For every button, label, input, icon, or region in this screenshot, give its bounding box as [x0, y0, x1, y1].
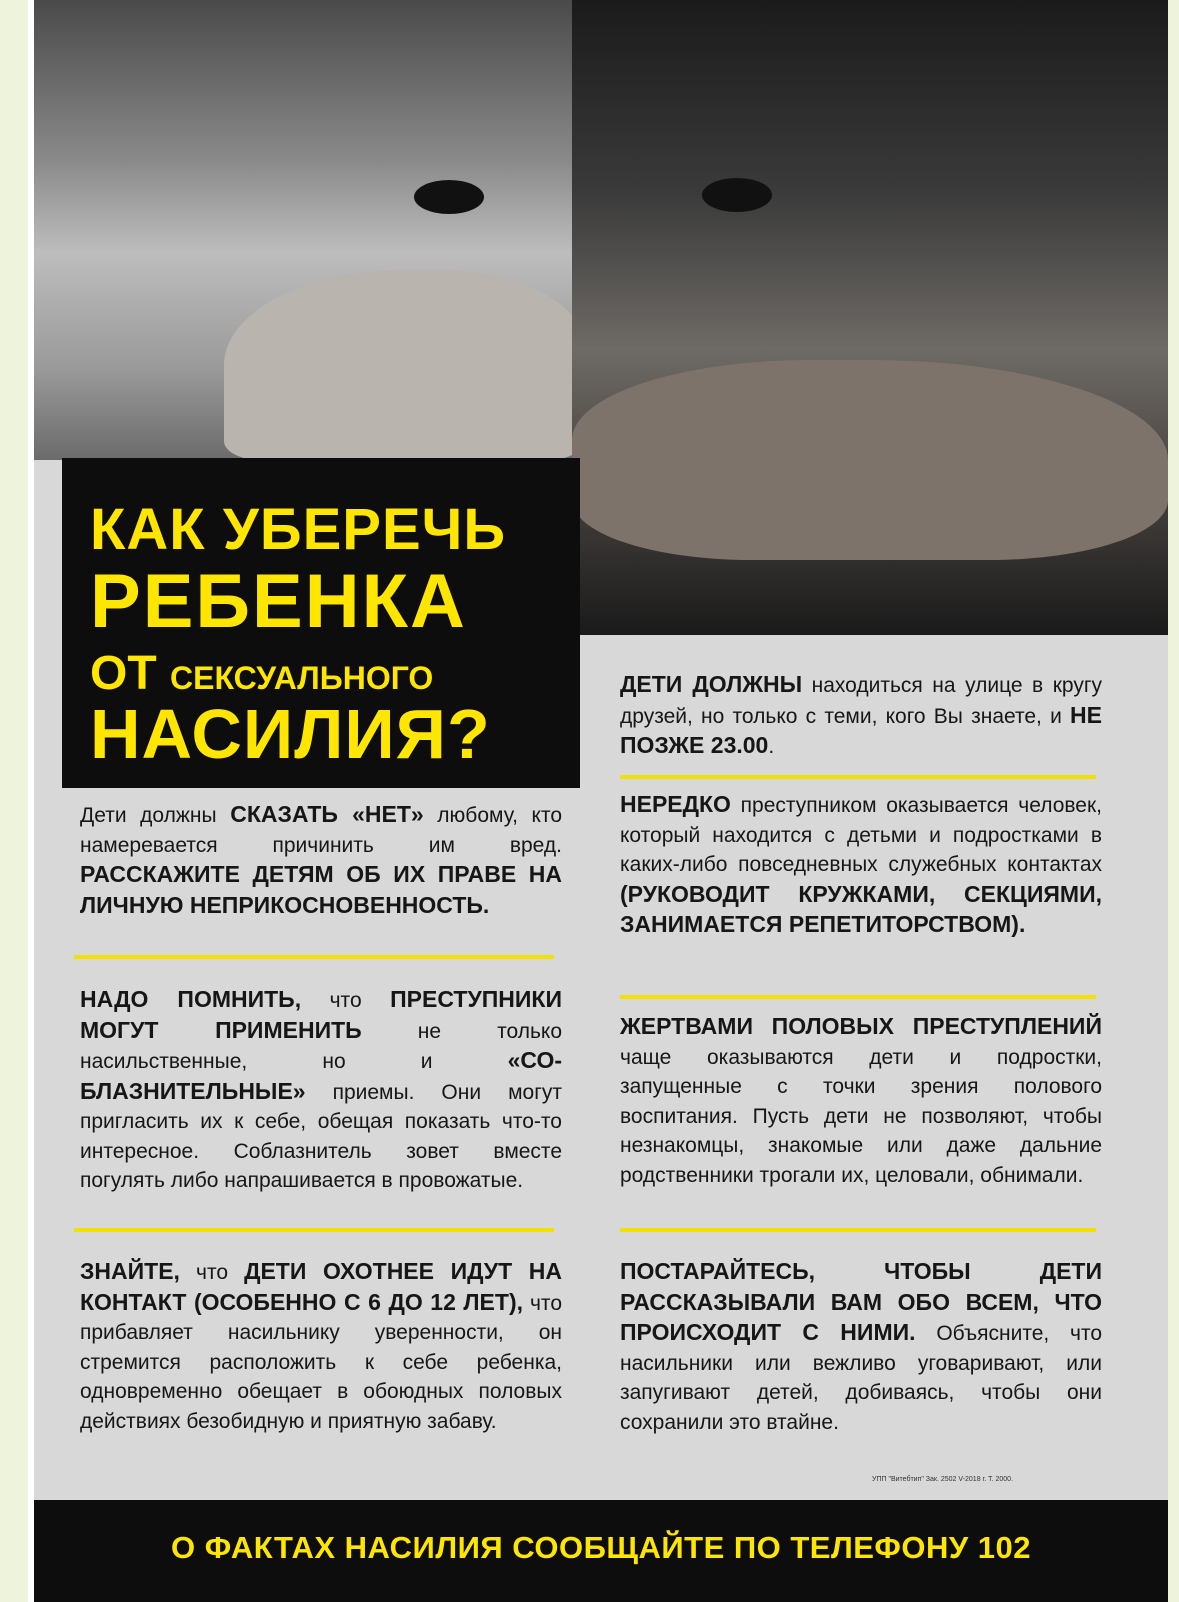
left-paragraph-1 — [80, 800, 562, 921]
text-run: не только насильственные, но и — [80, 1019, 563, 1073]
text-run-bold: НЕРЕДКО — [620, 791, 731, 817]
text-run-bold: ЖЕРТВАМИ ПОЛОВЫХ ПРЕСТУПЛЕНИЙ — [620, 1013, 1102, 1039]
text-run: Дети должны — [80, 804, 231, 827]
title-line-3-big: ОТ — [90, 647, 157, 700]
poster — [34, 0, 1168, 1602]
text-run: Объясните, что насильники или вежливо уговаривают, или запугивают детей, добиваясь, чтобы они сохранили это втайне. — [620, 1322, 1103, 1434]
text-run-bold: РАССКАЖИТЕ ДЕТЯМ ОБ ИХ ПРАВЕ НА ЛИЧНУЮ НЕПРИКОСНОВЕННОСТЬ. — [80, 861, 562, 918]
title-line-3 — [90, 646, 433, 701]
photo-child-left — [34, 0, 572, 460]
divider — [620, 1228, 1096, 1232]
divider — [74, 955, 554, 959]
title-line-2: РЕБЕНКА — [90, 559, 467, 644]
text-run-bold: ДЕТИ ДОЛЖНЫ — [620, 671, 803, 697]
text-run-bold: (РУКОВОДИТ КРУЖКАМИ, СЕКЦИЯМИ, ЗАНИМАЕТСЯ РЕПЕТИТОРСТВОМ). — [620, 880, 1102, 937]
text-run-bold: «СОБЛАЗНИТЕЛЬНЫЕ» — [80, 1047, 562, 1104]
divider — [74, 1228, 554, 1232]
right-paragraph-2 — [620, 790, 1102, 941]
text-run: любому, кто намеревается причинить им вред. — [80, 804, 563, 857]
hand-left — [224, 270, 584, 460]
eye-right — [702, 178, 772, 212]
divider — [620, 995, 1096, 999]
text-run-bold: НЕ ПОЗЖЕ 23.00 — [620, 701, 1102, 758]
text-run: . — [768, 735, 775, 758]
eye-left — [414, 180, 484, 214]
text-run-bold: ЗНАЙТЕ, — [80, 1258, 180, 1284]
text-run: что прибавляет насильнику уверенности, он стремится расположить к себе ребенка, одновременно обещает в обоюдных половых действиях безобидную и приятную забаву. — [80, 1291, 562, 1433]
hand-right — [572, 360, 1168, 560]
footer-bar — [34, 1500, 1168, 1602]
left-paragraph-2 — [80, 985, 562, 1196]
text-run-bold: СКАЗАТЬ «НЕТ» — [230, 801, 424, 827]
photo-child-right — [572, 0, 1168, 635]
text-run: что — [301, 989, 391, 1012]
text-run: преступником оказывается человек, который находится с детьми и подростками в каких-либо повседневных служебных контактах — [620, 794, 1102, 876]
right-paragraph-1 — [620, 670, 1102, 762]
text-run-bold: ПРЕСТУПНИКИ МОГУТ ПРИМЕНИТЬ — [80, 986, 562, 1043]
divider — [620, 775, 1096, 779]
text-run-bold: НАДО ПОМНИТЬ, — [80, 986, 302, 1012]
right-paragraph-3 — [620, 1012, 1102, 1190]
text-run: что — [179, 1261, 245, 1284]
text-run: приемы. Они могут пригласить их к себе, обещая показать что-то интересное. Соблазнитель зовет вместе погулять либо напрашивается в провожатые. — [80, 1080, 562, 1192]
left-paragraph-3 — [80, 1257, 562, 1436]
print-info: УПП "Витебтип" Зак. 2502 V-2018 г. Т. 2000. — [872, 1476, 1014, 1483]
right-paragraph-4 — [620, 1257, 1102, 1437]
text-run-bold: ПОСТАРАЙТЕСЬ, ЧТОБЫ ДЕТИ РАССКАЗЫВАЛИ ВАМ ОБО ВСЕМ, ЧТО ПРОИСХОДИТ С НИМИ. — [620, 1258, 1102, 1345]
footer-hotline: О ФАКТАХ НАСИЛИЯ СООБЩАЙТЕ ПО ТЕЛЕФОНУ 102 — [171, 1530, 1031, 1565]
title-line-4: НАСИЛИЯ? — [90, 695, 491, 773]
title-line-3-small: СЕКСУАЛЬНОГО — [170, 660, 434, 696]
text-run: находиться на улице в кругу друзей, но только с теми, кого Вы знаете, и — [620, 674, 1103, 728]
title-block — [62, 458, 580, 788]
text-run: чаще оказываются дети и подростки, запущенные с точки зрения полового воспитания. Пусть дети не позволяют, чтобы незнакомцы, знакомые или даже дальние родственники трогали их, целовали, обнимали. — [620, 1045, 1102, 1187]
text-run-bold: ДЕТИ ОХОТНЕЕ ИДУТ НА КОНТАКТ (ОСОБЕННО С 6 ДО 12 ЛЕТ), — [80, 1258, 562, 1315]
title-line-1: КАК УБЕРЕЧЬ — [90, 497, 507, 562]
